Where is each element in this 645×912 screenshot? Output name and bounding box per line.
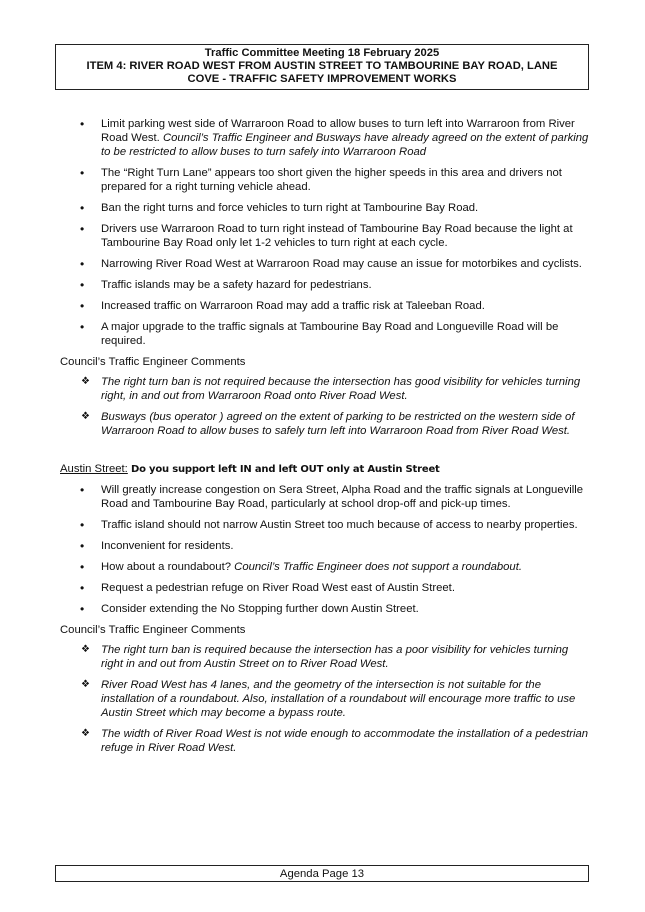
warraroon-engineer-comments bbox=[60, 375, 590, 438]
list-item bbox=[60, 299, 590, 313]
comment-item bbox=[60, 643, 590, 671]
comments-heading: Council’s Traffic Engineer Comments bbox=[60, 356, 246, 368]
list-item bbox=[60, 278, 590, 292]
diamond-bullet-icon: ❖ bbox=[81, 376, 90, 387]
comment-text: River Road West has 4 lanes, and the geometry of the intersection is not suitable for the installation of a roundabout. Also, installation of a roundabout will encourage more traffic to use Austin Street which may become a bypass route. bbox=[101, 679, 576, 719]
list-item bbox=[60, 602, 590, 616]
list-item bbox=[60, 560, 590, 574]
list-item-text: Narrowing River Road West at Warraroon Road may cause an issue for motorbikes and cyclists. bbox=[101, 258, 582, 270]
austin-street-question: Do you support left IN and left OUT only at Austin Street bbox=[130, 464, 440, 475]
diamond-bullet-icon: ❖ bbox=[81, 728, 90, 739]
list-item bbox=[60, 166, 590, 194]
list-item-text: Will greatly increase congestion on Sera Street, Alpha Road and the traffic signals at Longueville Road and Tambourine Bay Road, particularly at school drop-off and pick-up times. bbox=[101, 484, 584, 510]
page-footer: Agenda Page 13 bbox=[55, 865, 589, 882]
austin-feedback-list bbox=[60, 483, 590, 616]
list-item bbox=[60, 222, 590, 250]
comment-text: The right turn ban is not required because the intersection has good visibility for vehicles turning right, in and out from Warraroon Road onto River Road West. bbox=[101, 376, 581, 402]
comment-item bbox=[60, 727, 590, 755]
list-item-text: Inconvenient for residents. bbox=[101, 540, 234, 552]
comment-item bbox=[60, 678, 590, 720]
list-item-text: Ban the right turns and force vehicles to turn right at Tambourine Bay Road. bbox=[101, 202, 479, 214]
list-item-note: Council’s Traffic Engineer and Busways have already agreed on the extent of parking to be restricted to allow buses to turn safely into Warraroon Road bbox=[101, 132, 589, 158]
document-body bbox=[60, 117, 590, 762]
comment-item bbox=[60, 375, 590, 403]
austin-engineer-comments bbox=[60, 643, 590, 755]
warraroon-feedback-list bbox=[60, 117, 590, 348]
list-item bbox=[60, 201, 590, 215]
comment-text: Busways (bus operator ) agreed on the extent of parking to be restricted on the western side of Warraroon Road to allow buses to safely turn left into Warraroon Road from River Road West. bbox=[101, 411, 575, 437]
list-item-text: A major upgrade to the traffic signals at Tambourine Bay Road and Longueville Road will be required. bbox=[101, 321, 559, 347]
list-item-text: Traffic island should not narrow Austin Street too much because of access to nearby properties. bbox=[101, 519, 578, 531]
header-item-title-continued: COVE - TRAFFIC SAFETY IMPROVEMENT WORKS bbox=[187, 73, 457, 85]
list-item-text: The “Right Turn Lane” appears too short given the higher speeds in this area and drivers not prepared for a right turning vehicle ahead. bbox=[101, 167, 562, 193]
list-item bbox=[60, 320, 590, 348]
list-item-text: Drivers use Warraroon Road to turn right instead of Tambourine Bay Road because the light at Tambourine Bay Road only let 1-2 vehicles to turn right at each cycle. bbox=[101, 223, 573, 249]
header-meeting-title: Traffic Committee Meeting 18 February 2025 bbox=[204, 47, 440, 59]
comment-text: The right turn ban is required because the intersection has a poor visibility for vehicles turning right in and out from Austin Street on to River Road West. bbox=[101, 644, 569, 670]
diamond-bullet-icon: ❖ bbox=[81, 679, 90, 690]
comments-heading: Council’s Traffic Engineer Comments bbox=[60, 624, 246, 636]
header-item-title: ITEM 4: RIVER ROAD WEST FROM AUSTIN STREET TO TAMBOURINE BAY ROAD, LANE bbox=[86, 60, 558, 72]
list-item bbox=[60, 257, 590, 271]
comment-text: The width of River Road West is not wide enough to accommodate the installation of a pedestrian refuge in River Road West. bbox=[101, 728, 589, 754]
list-item bbox=[60, 518, 590, 532]
list-item-text: How about a roundabout? bbox=[101, 561, 235, 573]
list-item-text: Increased traffic on Warraroon Road may add a traffic risk at Taleeban Road. bbox=[101, 300, 485, 312]
austin-street-heading bbox=[60, 462, 590, 477]
diamond-bullet-icon: ❖ bbox=[81, 644, 90, 655]
list-item-text: Limit parking west side of Warraroon Road to allow buses to turn left into Warraroon from River Road West. bbox=[101, 118, 575, 144]
list-item bbox=[60, 539, 590, 553]
list-item-note: Council’s Traffic Engineer does not support a roundabout. bbox=[234, 561, 522, 573]
list-item-text: Traffic islands may be a safety hazard for pedestrians. bbox=[101, 279, 372, 291]
list-item-text: Request a pedestrian refuge on River Road West east of Austin Street. bbox=[101, 582, 455, 594]
list-item bbox=[60, 117, 590, 159]
diamond-bullet-icon: ❖ bbox=[81, 411, 90, 422]
page-header bbox=[55, 44, 589, 90]
comment-item bbox=[60, 410, 590, 438]
list-item bbox=[60, 483, 590, 511]
list-item bbox=[60, 581, 590, 595]
list-item-text: Consider extending the No Stopping further down Austin Street. bbox=[101, 603, 419, 615]
austin-street-name: Austin Street: bbox=[60, 463, 128, 475]
